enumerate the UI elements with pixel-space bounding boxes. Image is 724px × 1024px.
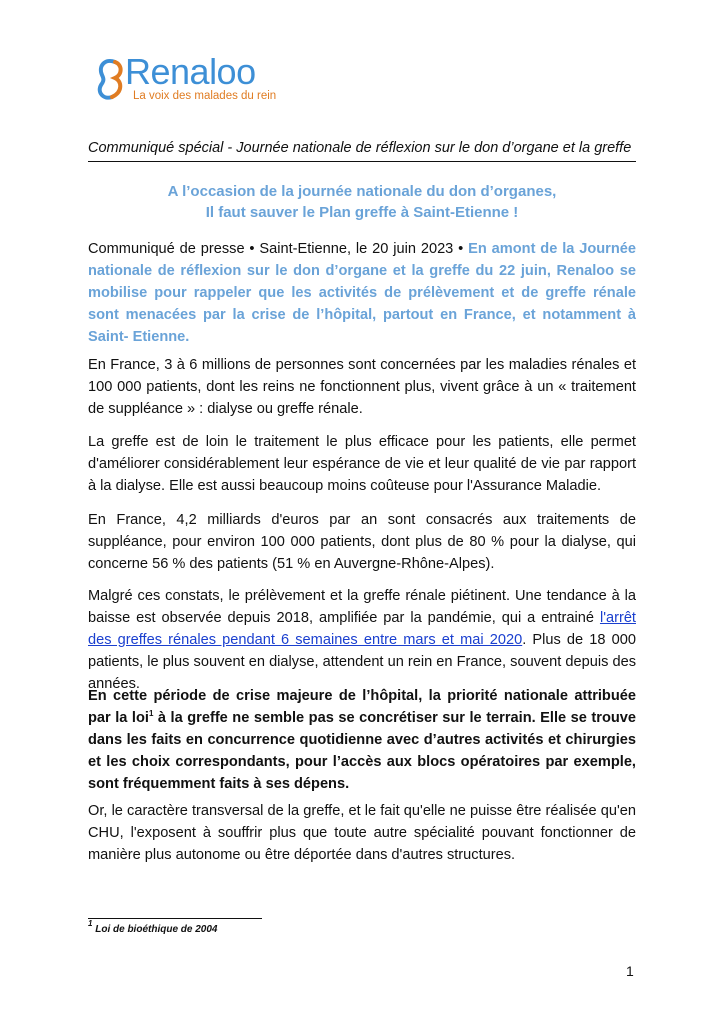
paragraph-6: Or, le caractère transversal de la greffe, et le fait qu'elle ne puisse être réalisée qu'en CHU, l'exposent à souffrir plus que toute autre spécialité pouvant fonctionner de manière plus autonome ou être déportée dans d'autres structures. <box>88 803 636 863</box>
paragraph-1: En France, 3 à 6 millions de personnes sont concernées par les maladies rénales et 100 000 patients, dont les reins ne fonctionnent plus, vivent grâce à un « traitement de suppléance » : dialyse ou greffe rénale. <box>88 357 636 417</box>
special-title: Communiqué spécial - Journée nationale de réflexion sur le don d’organe et la greffe <box>88 140 632 156</box>
page-number: 1 <box>626 963 634 979</box>
footnote-divider <box>88 918 262 919</box>
footnote <box>88 919 218 935</box>
paragraph-4 <box>88 585 636 695</box>
footnote-text: Loi de bioéthique de 2004 <box>92 924 218 935</box>
paragraph-3: En France, 4,2 milliards d'euros par an sont consacrés aux traitements de suppléance, pour environ 100 000 patients, dont plus de 80 % pour la dialyse, qui concerne 56 % des patients (51 % en Auvergne-Rhône-Alpes). <box>88 512 636 572</box>
title-divider <box>88 161 636 162</box>
renaloo-logo <box>95 52 285 108</box>
paragraph-4-text-after: . Plus de 18 000 patients, le plus souvent en dialyse, attendent un rein en France, souvent depuis des années. <box>88 632 636 692</box>
footnote-reference[interactable]: 1 <box>148 709 154 718</box>
headline-line-1: A l’occasion de la journée nationale du don d’organes, <box>167 183 557 200</box>
paragraph-5-text-after: à la greffe ne semble pas se concrétiser sur le terrain. Elle se trouve dans les faits en concurrence quotidienne avec d’autres activités et chirurgies et les choix correspondants, pour l’accès aux blocs opératoires par exemple, sont fréquemment faits à ses dépens. <box>88 710 637 792</box>
intro-paragraph <box>88 238 636 348</box>
covid-greffe-arret-link[interactable]: l'arrêt des greffes rénales pendant 6 semaines entre mars et mai 2020 <box>88 610 636 648</box>
intro-highlight: En amont de la Journée nationale de réflexion sur le don d’organe et la greffe du 22 juin, Renaloo se mobilise pour rappeler que les activités de prélèvement et de greffe rénale sont menacées par la crise de l’hôpital, partout en France, et notamment à Saint- Etienne. <box>88 241 636 345</box>
paragraph-2: La greffe est de loin le traitement le plus efficace pour les patients, elle permet d'améliorer considérablement leur espérance de vie et leur qualité de vie par rapport à la dialyse. Elle est aussi beaucoup moins coûteuse pour l'Assurance Maladie. <box>88 434 636 494</box>
kidney-logo-icon <box>95 56 125 102</box>
logo-tagline: La voix des malades du rein <box>133 90 277 102</box>
footnote-mark: 1 <box>88 919 93 928</box>
intro-lead: Communiqué de presse • Saint-Etienne, le 20 juin 2023 • <box>88 241 469 257</box>
headline <box>88 181 636 223</box>
paragraph-4-text-before: Malgré ces constats, le prélèvement et la greffe rénale piétinent. Une tendance à la baisse est observée depuis 2018, amplifiée par la pandémie, qui a entrainé <box>88 588 636 626</box>
paragraph-5-text-before: En cette période de crise majeure de l’hôpital, la priorité nationale attribuée par la loi <box>88 688 636 726</box>
logo-name: Renaloo <box>125 51 256 92</box>
paragraph-5 <box>88 685 636 795</box>
headline-line-2: Il faut sauver le Plan greffe à Saint-Etienne ! <box>205 204 519 221</box>
